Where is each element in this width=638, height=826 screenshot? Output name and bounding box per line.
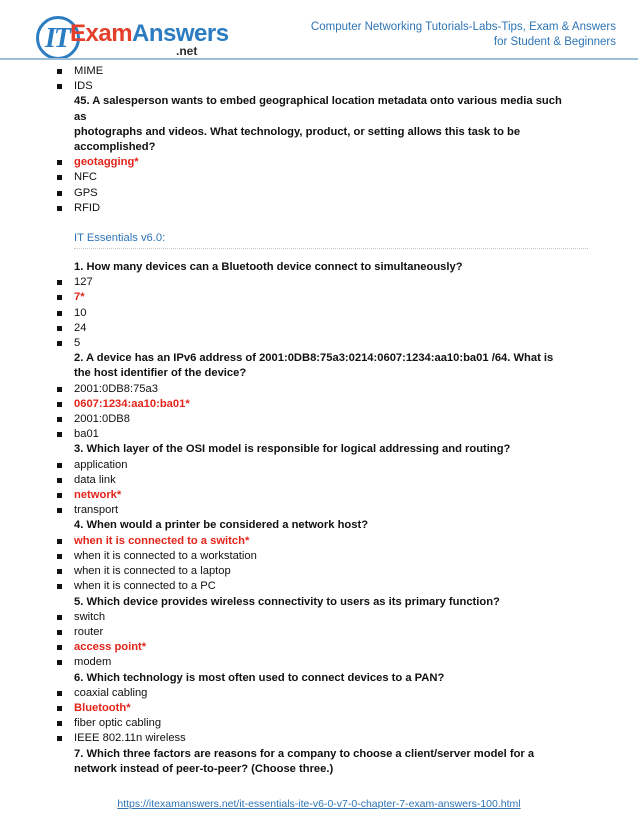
question-text	[56, 140, 576, 155]
option-label: NFC	[74, 171, 97, 184]
answer-label: when it is connected to a switch*	[74, 534, 250, 547]
option-label: ba01	[74, 428, 99, 441]
logo-answers-text: Answers	[132, 20, 229, 47]
question-label: 6. Which technology is most often used to connect devices to a PAN?	[74, 671, 445, 684]
tagline-line-2: for Student & Beginners	[493, 36, 616, 48]
option-label: 127	[74, 276, 93, 289]
question-text	[56, 351, 576, 366]
answer-option	[56, 79, 576, 94]
question-text	[56, 762, 576, 777]
square-bullet-icon	[57, 721, 62, 726]
main-question-list	[56, 260, 576, 777]
square-bullet-icon	[57, 493, 62, 498]
square-bullet-icon	[57, 432, 62, 437]
square-bullet-icon	[57, 84, 62, 89]
answer-option	[56, 610, 576, 625]
header-divider	[0, 58, 638, 60]
answer-option	[56, 564, 576, 579]
option-label: MIME	[74, 65, 104, 77]
correct-answer-option	[56, 155, 576, 170]
square-bullet-icon	[57, 326, 62, 331]
option-label: 10	[74, 306, 87, 319]
option-label: 24	[74, 321, 87, 334]
site-tagline	[276, 20, 616, 50]
question-label: network instead of peer-to-peer? (Choose three.)	[74, 762, 334, 775]
square-bullet-icon	[57, 478, 62, 483]
option-label: modem	[74, 656, 112, 669]
tagline-line-1: Computer Networking Tutorials-Labs-Tips, Exam & Answers	[310, 21, 616, 33]
question-label: photographs and videos. What technology, product, or setting allows this task to be	[74, 125, 521, 138]
square-bullet-icon	[57, 554, 62, 559]
square-bullet-icon	[57, 508, 62, 513]
answer-option	[56, 686, 576, 701]
answer-option	[56, 412, 576, 427]
question-label: 3. Which layer of the OSI model is responsible for logical addressing and routing?	[74, 443, 511, 456]
square-bullet-icon	[57, 463, 62, 468]
option-label: 5	[74, 337, 81, 350]
square-bullet-icon	[57, 387, 62, 392]
option-label: 2001:0DB8	[74, 413, 130, 426]
question-text	[56, 442, 576, 457]
option-label: when it is connected to a PC	[74, 580, 216, 593]
logo-wordmark	[70, 20, 229, 48]
answer-option	[56, 655, 576, 670]
answer-option	[56, 579, 576, 594]
question-text	[56, 125, 576, 140]
square-bullet-icon	[57, 691, 62, 696]
page-header	[0, 0, 638, 62]
option-label: transport	[74, 504, 119, 517]
section-spacer	[56, 252, 576, 260]
square-bullet-icon	[57, 175, 62, 180]
option-label: coaxial cabling	[74, 686, 148, 699]
answer-option	[56, 549, 576, 564]
option-label: when it is connected to a workstation	[74, 549, 257, 562]
option-label: RFID	[74, 201, 101, 214]
correct-answer-option	[56, 290, 576, 305]
answer-label: access point*	[74, 641, 147, 654]
answer-option	[56, 382, 576, 397]
section-divider	[74, 248, 588, 249]
question-text	[56, 671, 576, 686]
question-label: accomplished?	[74, 141, 156, 154]
answer-label: network*	[74, 489, 122, 502]
answer-label: geotagging*	[74, 156, 139, 169]
answer-option	[56, 427, 576, 442]
site-logo[interactable]	[36, 16, 229, 60]
question-label: 7. Which three factors are reasons for a company to choose a client/server model for a	[74, 747, 535, 760]
square-bullet-icon	[57, 736, 62, 741]
correct-answer-option	[56, 397, 576, 412]
top-question-list	[56, 64, 576, 216]
question-label: 4. When would a printer be considered a network host?	[74, 519, 369, 532]
question-label: 2. A device has an IPv6 address of 2001:0DB8:75a3:0214:0607:1234:aa10:ba01 /64. What is	[74, 352, 554, 365]
answer-label: 0607:1234:aa10:ba01*	[74, 397, 190, 410]
question-label: 1. How many devices can a Bluetooth device connect to simultaneously?	[74, 261, 463, 274]
option-label: fiber optic cabling	[74, 717, 162, 730]
answer-option	[56, 170, 576, 185]
correct-answer-option	[56, 701, 576, 716]
document-body	[56, 64, 576, 777]
answer-option	[56, 716, 576, 731]
question-text	[56, 595, 576, 610]
square-bullet-icon	[57, 311, 62, 316]
answer-label: 7*	[74, 291, 85, 304]
correct-answer-option	[56, 640, 576, 655]
square-bullet-icon	[57, 69, 62, 74]
square-bullet-icon	[57, 569, 62, 574]
answer-option	[56, 458, 576, 473]
option-label: switch	[74, 610, 106, 623]
answer-option	[56, 201, 576, 216]
option-label: application	[74, 458, 128, 471]
option-label: router	[74, 625, 104, 638]
question-label: 5. Which device provides wireless connectivity to users as its primary function?	[74, 595, 500, 608]
option-label: 2001:0DB8:75a3	[74, 382, 158, 395]
question-label: the host identifier of the device?	[74, 367, 247, 380]
question-label: 45. A salesperson wants to embed geographical location metadata onto various media such as	[74, 95, 562, 123]
correct-answer-option	[56, 534, 576, 549]
square-bullet-icon	[57, 191, 62, 196]
square-bullet-icon	[57, 615, 62, 620]
square-bullet-icon	[57, 341, 62, 346]
question-text	[56, 747, 576, 762]
square-bullet-icon	[57, 206, 62, 211]
answer-option	[56, 625, 576, 640]
answer-label: Bluetooth*	[74, 701, 131, 714]
square-bullet-icon	[57, 645, 62, 650]
answer-option	[56, 503, 576, 518]
square-bullet-icon	[57, 584, 62, 589]
square-bullet-icon	[57, 630, 62, 635]
section-title: IT Essentials v6.0:	[74, 232, 166, 245]
question-text	[56, 94, 576, 124]
square-bullet-icon	[57, 402, 62, 407]
answer-option	[56, 64, 576, 79]
square-bullet-icon	[57, 295, 62, 300]
correct-answer-option	[56, 488, 576, 503]
answer-option	[56, 306, 576, 321]
question-text	[56, 260, 576, 275]
answer-option	[56, 731, 576, 746]
square-bullet-icon	[57, 660, 62, 665]
question-text	[56, 518, 576, 533]
option-label: IDS	[74, 80, 93, 93]
logo-exam-text: Exam	[70, 20, 133, 47]
logo-net-text: .net	[176, 44, 198, 58]
answer-option	[56, 473, 576, 488]
question-text	[56, 366, 576, 381]
square-bullet-icon	[57, 706, 62, 711]
option-label: GPS	[74, 186, 98, 199]
square-bullet-icon	[57, 160, 62, 165]
square-bullet-icon	[57, 280, 62, 285]
logo-it-text: IT	[45, 23, 69, 54]
section-heading	[56, 230, 576, 252]
option-label: IEEE 802.11n wireless	[74, 732, 186, 745]
answer-option	[56, 336, 576, 351]
square-bullet-icon	[57, 417, 62, 422]
answer-option	[56, 186, 576, 201]
footer-link[interactable]: https://itexamanswers.net/it-essentials-ite-v6-0-v7-0-chapter-7-exam-answers-100.html	[117, 798, 521, 810]
option-label: when it is connected to a laptop	[74, 565, 231, 578]
answer-option	[56, 321, 576, 336]
option-label: data link	[74, 473, 116, 486]
answer-option	[56, 275, 576, 290]
square-bullet-icon	[57, 539, 62, 544]
